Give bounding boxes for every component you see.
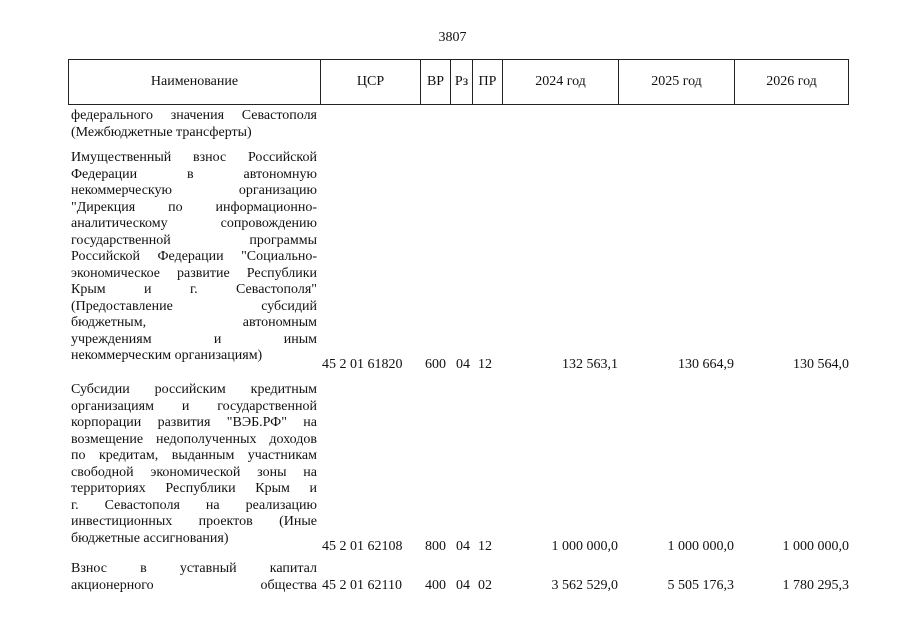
row-name-line: (Межбюджетные трансферты) — [71, 124, 252, 140]
column-header-csr: ЦСР — [320, 60, 420, 104]
row-name-line: бюджетные ассигнования) — [71, 530, 229, 546]
row-name-line: Крым и г. Севастополя" — [71, 282, 317, 297]
row-name-line: аналитическому сопровождению — [71, 216, 317, 231]
table-row — [71, 382, 317, 547]
row-name-line: бюджетным, автономным — [71, 315, 317, 330]
row-name-line: корпорации развития "ВЭБ.РФ" на — [71, 415, 317, 430]
table-header — [68, 59, 849, 105]
row-vr: 600 — [425, 357, 446, 372]
row-name-line: по кредитам, выданным участникам — [71, 448, 317, 463]
row-name-line: возмещение недополученных доходов — [71, 431, 317, 447]
row-name-line: (Предоставление субсидий — [71, 298, 317, 314]
column-header-pr: ПР — [472, 60, 502, 104]
row-name-line: государственной программы — [71, 232, 317, 248]
page-number: 3807 — [438, 30, 467, 45]
row-name-line: организациям и государственной — [71, 398, 317, 414]
row-rz: 04 — [456, 539, 470, 554]
row-name-line: г. Севастополя на реализацию — [71, 497, 317, 513]
row-name-line: Федерации в автономную — [71, 166, 317, 182]
row-name-line: некоммерческую организацию — [71, 183, 317, 198]
column-header-name: Наименование — [150, 74, 239, 89]
row-csr: 45 2 01 61820 — [322, 357, 403, 372]
row-name-line: свободной экономической зоны на — [71, 464, 317, 480]
row-2024: 3 562 529,0 — [551, 578, 618, 593]
row-2024: 132 563,1 — [562, 357, 618, 372]
row-2026: 130 564,0 — [793, 357, 849, 372]
row-pr: 12 — [478, 539, 492, 554]
row-name-line: акционерного общества — [71, 577, 317, 593]
row-name-line: федерального значения Севастополя — [71, 108, 317, 123]
row-csr: 45 2 01 62110 — [322, 578, 402, 593]
row-name-line: Имущественный взнос Российской — [71, 150, 317, 165]
row-name-line: Взнос в уставный капитал — [71, 561, 317, 576]
table-row — [71, 108, 317, 141]
row-pr: 02 — [478, 578, 492, 593]
column-header-rz: Рз — [450, 60, 472, 104]
row-name-line: "Дирекция по информационно- — [71, 199, 317, 215]
row-rz: 04 — [456, 578, 470, 593]
table-row — [71, 150, 317, 365]
row-name-line: экономическое развитие Республики — [71, 265, 317, 281]
row-name-line: учреждениям и иным — [71, 331, 317, 347]
row-rz: 04 — [456, 357, 470, 372]
row-csr: 45 2 01 62108 — [322, 539, 403, 554]
row-name-line: Российской Федерации "Социально- — [71, 249, 317, 264]
row-2025: 1 000 000,0 — [667, 539, 734, 554]
row-name-line: некоммерческим организациям) — [71, 348, 263, 363]
row-2024: 1 000 000,0 — [551, 539, 618, 554]
column-header-2025: 2025 год — [618, 60, 734, 104]
row-name-line: территориях Республики Крым и — [71, 481, 317, 496]
column-header-vr: ВР — [420, 60, 450, 104]
row-2026: 1 000 000,0 — [782, 539, 849, 554]
row-pr: 12 — [478, 357, 492, 372]
column-header-2024: 2024 год — [502, 60, 618, 104]
row-vr: 400 — [425, 578, 446, 593]
row-name-line: инвестиционных проектов (Иные — [71, 514, 317, 529]
row-vr: 800 — [425, 539, 446, 554]
row-2025: 5 505 176,3 — [667, 578, 734, 593]
table-row — [71, 561, 317, 594]
row-2025: 130 664,9 — [678, 357, 734, 372]
column-header-2026: 2026 год — [734, 60, 848, 104]
row-name-line: Субсидии российским кредитным — [71, 382, 317, 397]
row-2026: 1 780 295,3 — [782, 578, 849, 593]
